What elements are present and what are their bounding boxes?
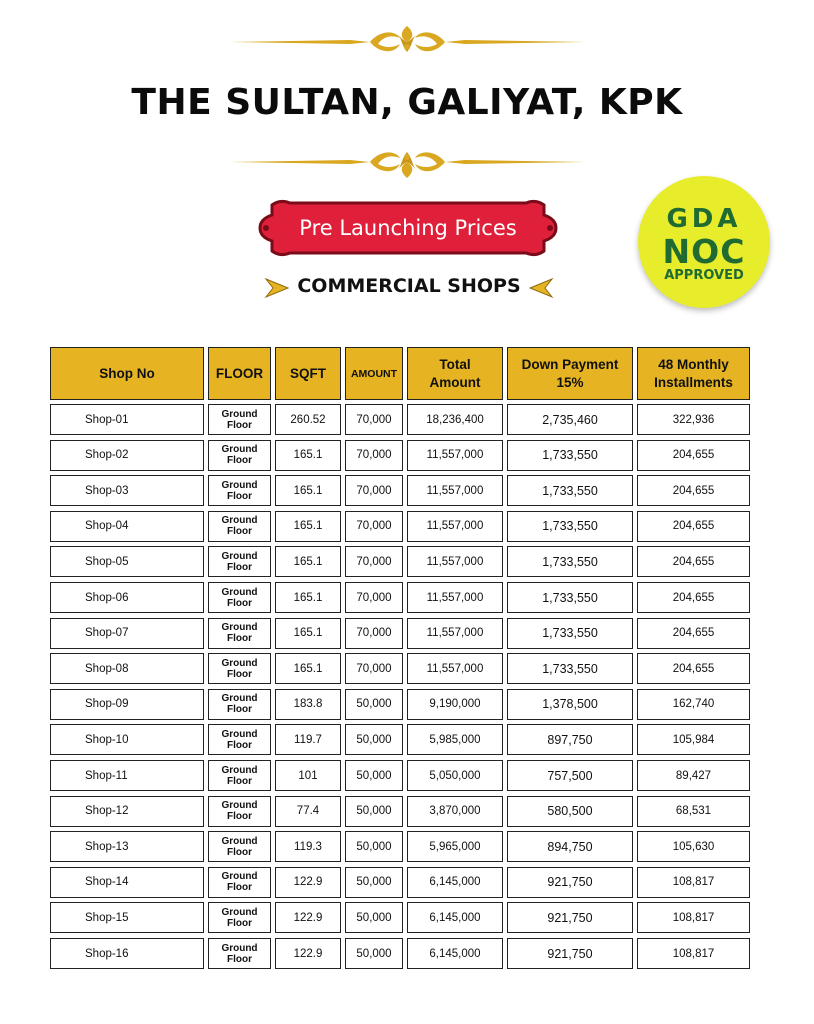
table-row	[50, 653, 750, 686]
cell-shop-no: Shop-03	[50, 475, 204, 506]
cell-installment: 204,655	[637, 582, 750, 613]
cell-floor: Ground Floor	[208, 938, 271, 969]
bottom-ornament-divider	[230, 142, 585, 182]
gda-noc-approved-badge	[638, 176, 770, 308]
cell-shop-no: Shop-15	[50, 902, 204, 933]
header-floor: FLOOR	[208, 347, 271, 400]
cell-floor: Ground Floor	[208, 653, 271, 684]
cell-installment: 204,655	[637, 618, 750, 649]
badge-line-2: NOC	[662, 232, 746, 271]
cell-down-payment: 1,733,550	[507, 618, 633, 649]
cell-sqft: 165.1	[275, 618, 341, 649]
cell-shop-no: Shop-07	[50, 618, 204, 649]
header-shop-no: Shop No	[50, 347, 204, 400]
cell-down-payment: 921,750	[507, 867, 633, 898]
cell-down-payment: 1,733,550	[507, 440, 633, 471]
cell-shop-no: Shop-13	[50, 831, 204, 862]
cell-floor: Ground Floor	[208, 511, 271, 542]
cell-total-amount: 5,050,000	[407, 760, 503, 791]
cell-installment: 68,531	[637, 796, 750, 827]
cell-total-amount: 11,557,000	[407, 511, 503, 542]
table-row	[50, 831, 750, 864]
cell-shop-no: Shop-06	[50, 582, 204, 613]
cell-installment: 105,984	[637, 724, 750, 755]
cell-floor: Ground Floor	[208, 760, 271, 791]
cell-shop-no: Shop-16	[50, 938, 204, 969]
cell-floor: Ground Floor	[208, 689, 271, 720]
cell-installment: 322,936	[637, 404, 750, 435]
cell-installment: 108,817	[637, 902, 750, 933]
cell-sqft: 122.9	[275, 867, 341, 898]
cell-shop-no: Shop-04	[50, 511, 204, 542]
cell-installment: 89,427	[637, 760, 750, 791]
cell-total-amount: 11,557,000	[407, 546, 503, 577]
cell-installment: 204,655	[637, 475, 750, 506]
cell-down-payment: 921,750	[507, 902, 633, 933]
cell-shop-no: Shop-11	[50, 760, 204, 791]
cell-amount: 70,000	[345, 404, 403, 435]
cell-down-payment: 894,750	[507, 831, 633, 862]
cell-sqft: 122.9	[275, 938, 341, 969]
cell-floor: Ground Floor	[208, 440, 271, 471]
table-row	[50, 938, 750, 971]
cell-sqft: 183.8	[275, 689, 341, 720]
cell-down-payment: 921,750	[507, 938, 633, 969]
header-amount: AMOUNT	[345, 347, 403, 400]
table-row	[50, 511, 750, 544]
cell-shop-no: Shop-14	[50, 867, 204, 898]
cell-down-payment: 1,733,550	[507, 475, 633, 506]
cell-amount: 70,000	[345, 440, 403, 471]
cell-installment: 108,817	[637, 938, 750, 969]
cell-installment: 204,655	[637, 653, 750, 684]
cell-total-amount: 3,870,000	[407, 796, 503, 827]
cell-total-amount: 5,965,000	[407, 831, 503, 862]
cell-total-amount: 11,557,000	[407, 475, 503, 506]
cell-shop-no: Shop-12	[50, 796, 204, 827]
cell-floor: Ground Floor	[208, 618, 271, 649]
cell-floor: Ground Floor	[208, 404, 271, 435]
cell-total-amount: 11,557,000	[407, 618, 503, 649]
cell-down-payment: 897,750	[507, 724, 633, 755]
cell-amount: 70,000	[345, 618, 403, 649]
cell-amount: 70,000	[345, 546, 403, 577]
cell-sqft: 165.1	[275, 582, 341, 613]
cell-down-payment: 580,500	[507, 796, 633, 827]
section-heading	[264, 272, 554, 302]
cell-floor: Ground Floor	[208, 867, 271, 898]
page-title: THE SULTAN, GALIYAT, KPK	[131, 82, 683, 123]
cell-amount: 70,000	[345, 582, 403, 613]
cell-shop-no: Shop-09	[50, 689, 204, 720]
cell-sqft: 77.4	[275, 796, 341, 827]
cell-amount: 50,000	[345, 902, 403, 933]
cell-sqft: 165.1	[275, 653, 341, 684]
cell-installment: 204,655	[637, 511, 750, 542]
cell-total-amount: 5,985,000	[407, 724, 503, 755]
cell-down-payment: 2,735,460	[507, 404, 633, 435]
cell-shop-no: Shop-08	[50, 653, 204, 684]
table-row	[50, 618, 750, 651]
cell-floor: Ground Floor	[208, 475, 271, 506]
cell-amount: 50,000	[345, 938, 403, 969]
cell-floor: Ground Floor	[208, 796, 271, 827]
cell-floor: Ground Floor	[208, 902, 271, 933]
header-down-payment: Down Payment 15%	[507, 347, 633, 400]
cell-amount: 50,000	[345, 867, 403, 898]
cell-installment: 162,740	[637, 689, 750, 720]
cell-sqft: 165.1	[275, 440, 341, 471]
cell-amount: 70,000	[345, 475, 403, 506]
table-row	[50, 475, 750, 508]
cell-floor: Ground Floor	[208, 831, 271, 862]
header-total-amount: Total Amount	[407, 347, 503, 400]
table-row	[50, 796, 750, 829]
arrow-left-icon	[528, 275, 554, 301]
cell-sqft: 165.1	[275, 546, 341, 577]
header-sqft: SQFT	[275, 347, 341, 400]
badge-line-3: APPROVED	[664, 268, 744, 283]
table-row	[50, 582, 750, 615]
cell-floor: Ground Floor	[208, 724, 271, 755]
cell-down-payment: 1,733,550	[507, 511, 633, 542]
cell-sqft: 165.1	[275, 475, 341, 506]
table-row	[50, 440, 750, 473]
table-row	[50, 760, 750, 793]
cell-shop-no: Shop-10	[50, 724, 204, 755]
cell-floor: Ground Floor	[208, 582, 271, 613]
cell-amount: 50,000	[345, 831, 403, 862]
table-row	[50, 404, 750, 437]
cell-down-payment: 1,378,500	[507, 689, 633, 720]
cell-down-payment: 1,733,550	[507, 546, 633, 577]
header-installments: 48 Monthly Installments	[637, 347, 750, 400]
cell-total-amount: 6,145,000	[407, 902, 503, 933]
cell-total-amount: 6,145,000	[407, 938, 503, 969]
ribbon-label: Pre Launching Prices	[299, 216, 517, 240]
table-row	[50, 867, 750, 900]
cell-total-amount: 11,557,000	[407, 440, 503, 471]
cell-installment: 204,655	[637, 546, 750, 577]
table-row	[50, 724, 750, 757]
cell-sqft: 101	[275, 760, 341, 791]
table-row	[50, 689, 750, 722]
cell-amount: 50,000	[345, 689, 403, 720]
table-row	[50, 902, 750, 935]
cell-amount: 70,000	[345, 511, 403, 542]
cell-total-amount: 6,145,000	[407, 867, 503, 898]
cell-down-payment: 1,733,550	[507, 582, 633, 613]
cell-shop-no: Shop-01	[50, 404, 204, 435]
cell-sqft: 119.3	[275, 831, 341, 862]
arrow-right-icon	[264, 275, 290, 301]
cell-down-payment: 1,733,550	[507, 653, 633, 684]
cell-down-payment: 757,500	[507, 760, 633, 791]
cell-amount: 70,000	[345, 653, 403, 684]
cell-amount: 50,000	[345, 760, 403, 791]
cell-sqft: 119.7	[275, 724, 341, 755]
cell-sqft: 122.9	[275, 902, 341, 933]
table-row	[50, 546, 750, 579]
table-header	[50, 347, 750, 400]
cell-total-amount: 11,557,000	[407, 582, 503, 613]
badge-line-1: GDA	[666, 204, 742, 234]
top-ornament-divider	[230, 22, 585, 62]
cell-total-amount: 18,236,400	[407, 404, 503, 435]
section-heading-label: COMMERCIAL SHOPS	[297, 275, 521, 297]
cell-shop-no: Shop-05	[50, 546, 204, 577]
cell-amount: 50,000	[345, 724, 403, 755]
cell-total-amount: 9,190,000	[407, 689, 503, 720]
cell-installment: 204,655	[637, 440, 750, 471]
cell-sqft: 165.1	[275, 511, 341, 542]
cell-installment: 105,630	[637, 831, 750, 862]
cell-amount: 50,000	[345, 796, 403, 827]
cell-sqft: 260.52	[275, 404, 341, 435]
cell-floor: Ground Floor	[208, 546, 271, 577]
cell-shop-no: Shop-02	[50, 440, 204, 471]
cell-installment: 108,817	[637, 867, 750, 898]
cell-total-amount: 11,557,000	[407, 653, 503, 684]
